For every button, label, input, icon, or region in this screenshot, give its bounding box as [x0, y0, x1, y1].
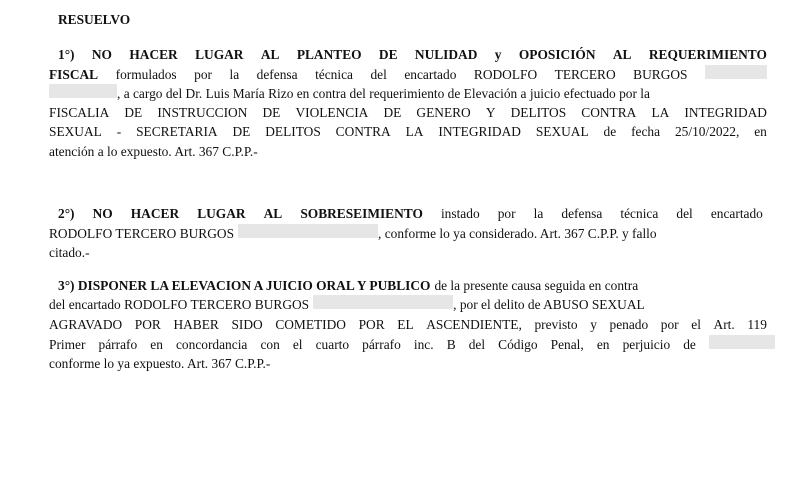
- p2-line-2: RODOLFO TERCERO BURGOS , conforme lo ya considerado. Art. 367 C.P.P. y fallo: [49, 226, 657, 241]
- p3-line-5: conforme lo ya expuesto. Art. 367 C.P.P.-: [49, 356, 271, 371]
- p3-line-2: del encartado RODOLFO TERCERO BURGOS , por el delito de ABUSO SEXUAL: [49, 297, 645, 312]
- p3-line-3: AGRAVADO POR HABER SIDO COMETIDO POR EL ASCENDIENTE, previsto y penado por el Art. 119: [49, 317, 767, 332]
- redacted-id: [705, 65, 767, 79]
- resolution-heading: RESUELVO: [58, 12, 131, 27]
- redacted-id-continued: [49, 84, 117, 98]
- p1-line-2: FISCAL formulados por la defensa técnica del encartado RODOLFO TERCERO BURGOS: [49, 65, 767, 84]
- redacted-id: [238, 224, 378, 238]
- p1-line-1: 1°) NO HACER LUGAR AL PLANTEO DE NULIDAD y OPOSICIÓN AL REQUERIMIENTO: [58, 47, 767, 62]
- p3-line-1: 3°) DISPONER LA ELEVACION A JUICIO ORAL Y PUBLICO de la presente causa seguida en contra: [58, 278, 639, 293]
- redacted-id: [313, 295, 453, 309]
- p3-line-4: Primer párrafo en concordancia con el cuarto párrafo inc. B del Código Penal, en perjuicio de: [49, 335, 775, 354]
- p1-line-6: atención a lo expuesto. Art. 367 C.P.P.-: [49, 144, 258, 159]
- redacted-victim: [709, 335, 775, 349]
- p1-line-4: FISCALIA DE INSTRUCCION DE VIOLENCIA DE GENERO Y DELITOS CONTRA LA INTEGRIDAD: [49, 105, 767, 120]
- p1-line-5: SEXUAL - SECRETARIA DE DELITOS CONTRA LA INTEGRIDAD SEXUAL de fecha 25/10/2022, en: [49, 124, 767, 139]
- p2-line-3: citado.-: [49, 245, 90, 260]
- p1-line-3: , a cargo del Dr. Luis María Rizo en contra del requerimiento de Elevación a juicio efectuado por la: [49, 84, 767, 103]
- p2-line-1: 2°) NO HACER LUGAR AL SOBRESEIMIENTO instado por la defensa técnica del encartado: [58, 206, 763, 221]
